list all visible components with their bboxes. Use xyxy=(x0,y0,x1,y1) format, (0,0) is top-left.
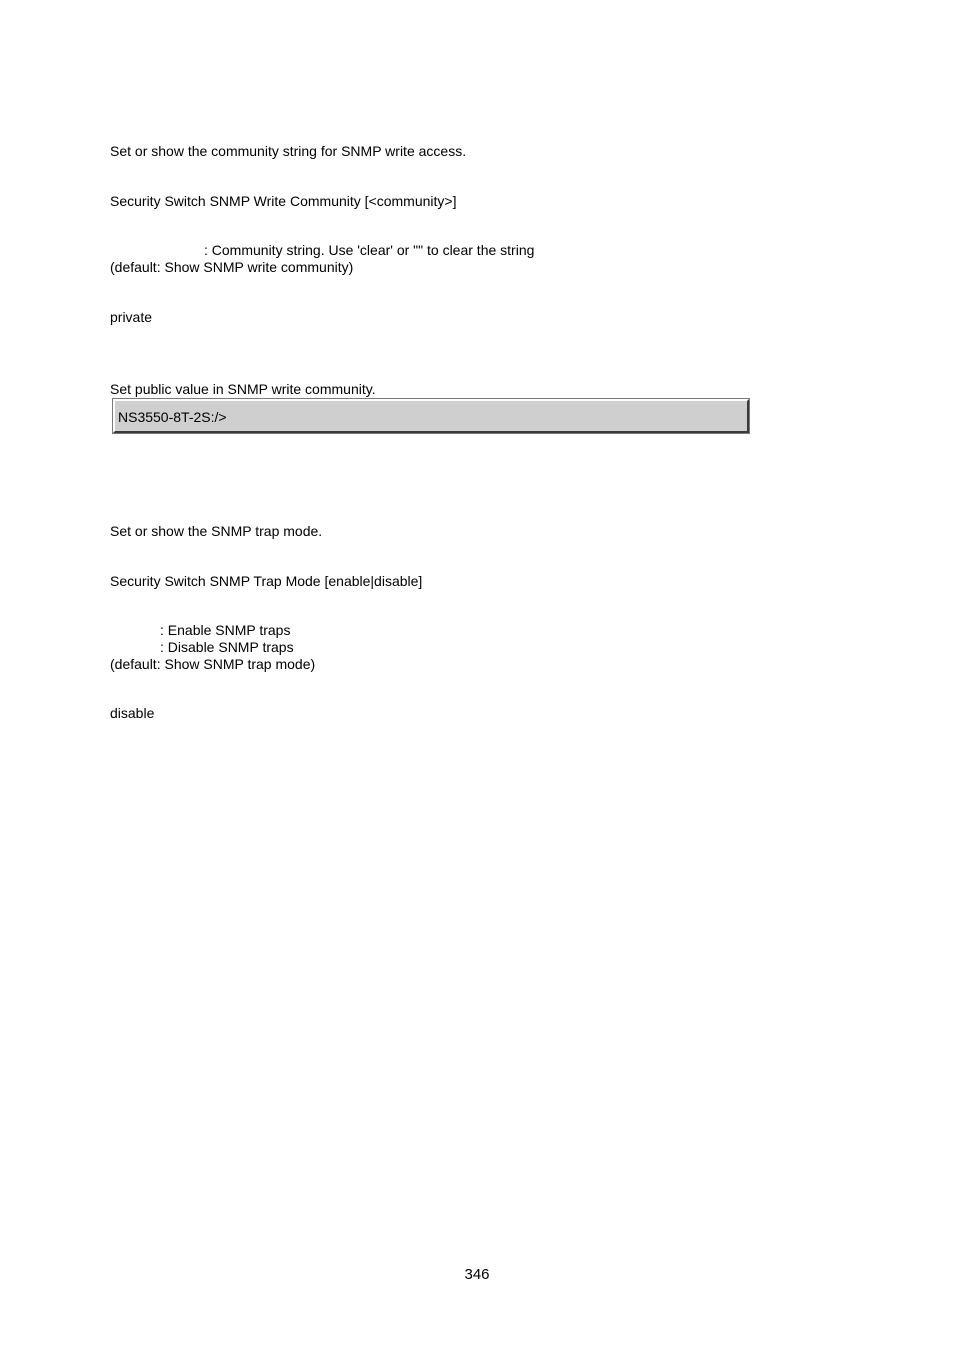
write-community-default-value: private xyxy=(110,309,153,325)
example-prompt: NS3550-8T-2S:/> xyxy=(118,409,227,425)
page-number: 346 xyxy=(464,1266,490,1283)
trap-mode-description: Set or show the SNMP trap mode. xyxy=(110,523,323,539)
trap-mode-parameter-enable: : Enable SNMP traps xyxy=(160,622,291,638)
trap-mode-syntax: Security Switch SNMP Trap Mode [enable|disable] xyxy=(110,573,423,589)
trap-mode-parameter-disable: : Disable SNMP traps xyxy=(160,639,294,655)
write-community-parameter-community: : Community string. Use 'clear' or "" to clear the string xyxy=(204,242,535,258)
write-community-example-description: Set public value in SNMP write community. xyxy=(110,381,376,397)
trap-mode-parameter-default: (default: Show SNMP trap mode) xyxy=(110,656,316,672)
trap-mode-default-value: disable xyxy=(110,705,155,721)
write-community-parameter-default: (default: Show SNMP write community) xyxy=(110,259,354,275)
example-command-box xyxy=(113,399,749,433)
write-community-syntax: Security Switch SNMP Write Community [<community>] xyxy=(110,193,457,209)
write-community-description: Set or show the community string for SNMP write access. xyxy=(110,143,467,159)
